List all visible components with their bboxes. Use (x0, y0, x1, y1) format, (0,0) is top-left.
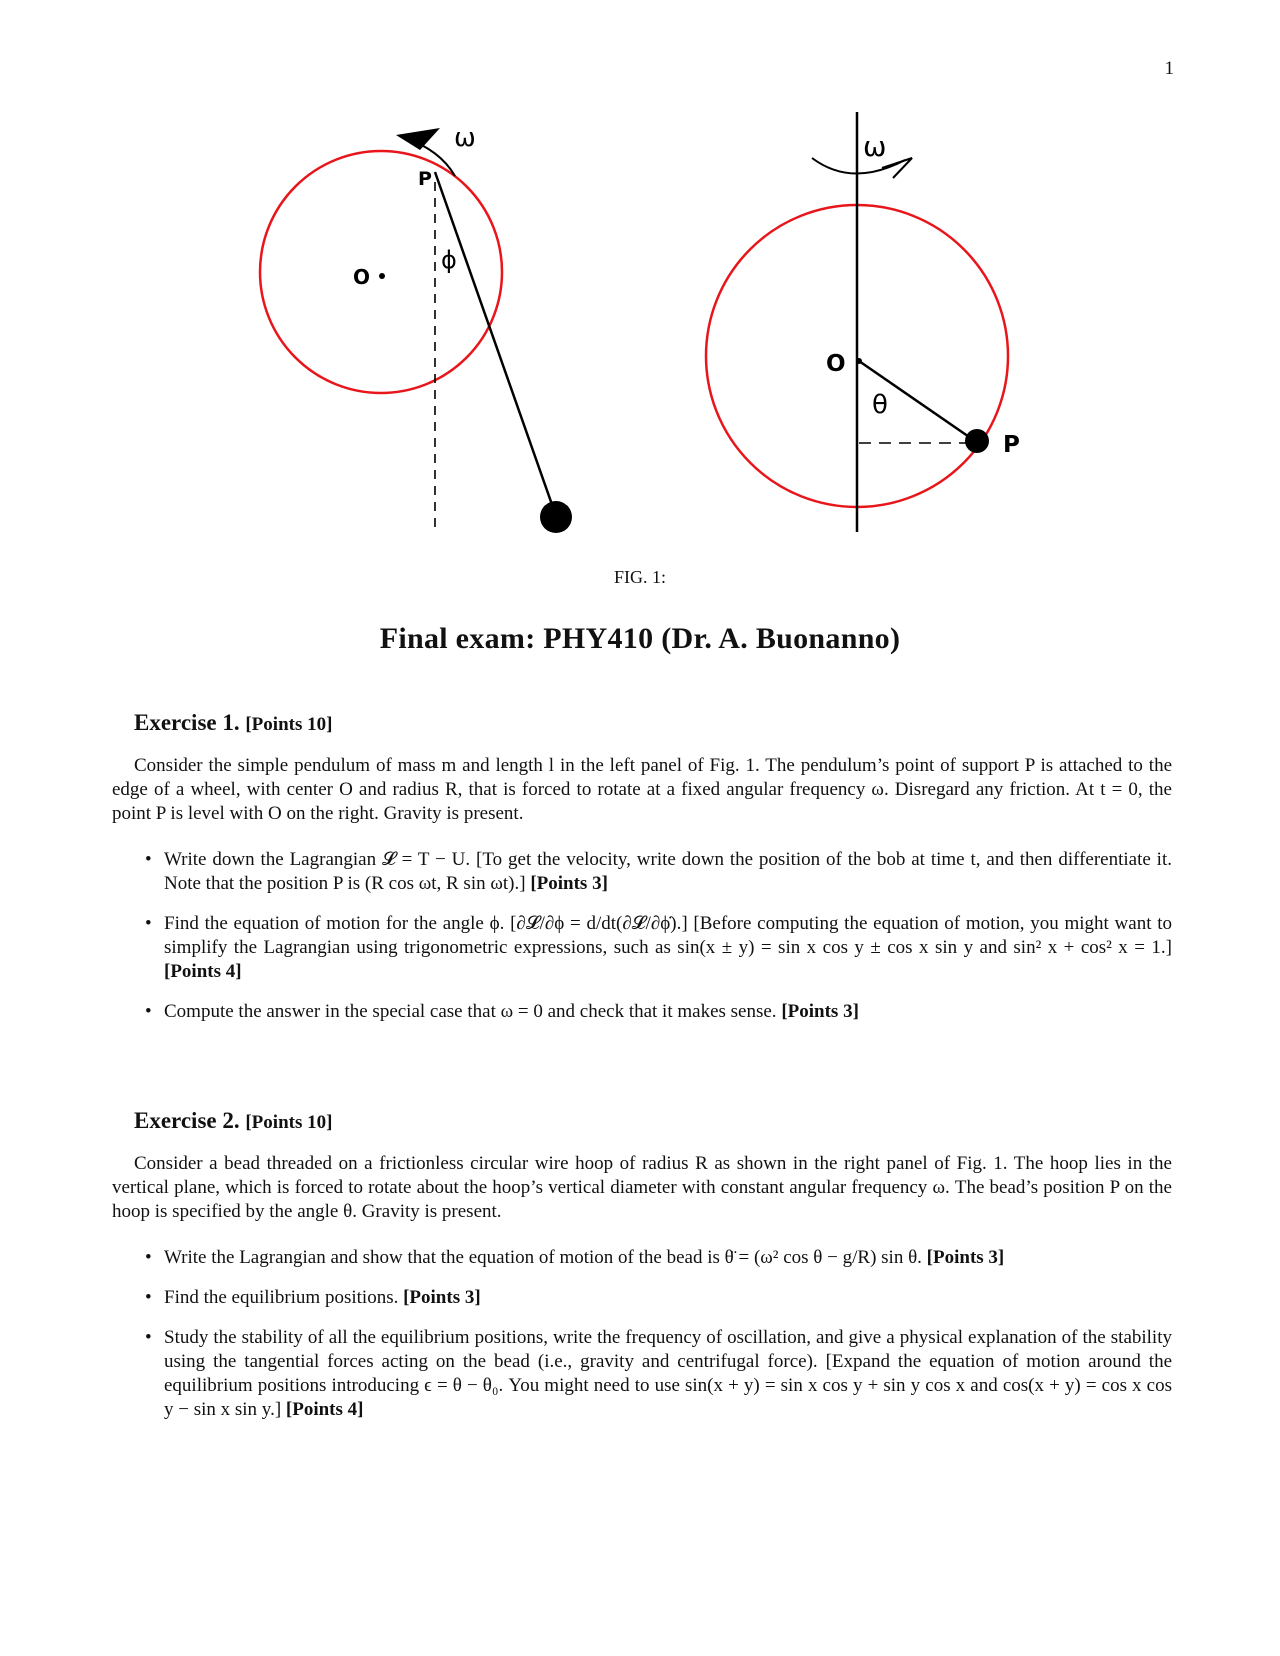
theta-angle-label: θ (872, 390, 888, 420)
wheel-center-label: O (353, 265, 371, 289)
support-point-label: P (418, 168, 432, 190)
phi-angle-label: ϕ (441, 246, 457, 274)
omega-arrowhead (396, 128, 440, 150)
figure-1 (0, 0, 1280, 560)
right-panel (706, 112, 1020, 532)
task-text: Write the Lagrangian and show that the equation of motion of the bead is θ̈ = (ω² cos θ − g/R) sin θ. (164, 1247, 922, 1268)
bead (965, 429, 989, 453)
exercise-1-paragraph: Consider the simple pendulum of mass m and length l in the left panel of Fig. 1. The pendulum’s point of support P is attached to the edge of a wheel, with center O and radius R, that is forced to rotate at a fixed angular frequency ω. Disregard any friction. At t = 0, the point P is level with O on the right. Gravity is present. (112, 755, 1172, 824)
task-item (112, 912, 1172, 984)
left-panel (260, 123, 572, 533)
task-item (112, 1000, 1172, 1024)
figure-caption: FIG. 1: (613, 567, 666, 587)
exercise-1-points: [Points 10] (245, 714, 333, 735)
wheel-circle (260, 151, 502, 393)
exercise-2-points: [Points 10] (245, 1112, 333, 1133)
exercise-2-paragraph: Consider a bead threaded on a frictionless circular wire hoop of radius R as shown in the right panel of Fig. 1. The hoop lies in the vertical plane, which is forced to rotate about the hoop’s vertical diameter with constant angular frequency ω. The bead’s position P on the hoop is specified by the angle θ. Gravity is present. (112, 1153, 1172, 1222)
wheel-center-dot (379, 273, 385, 279)
hoop-center-label: O (826, 351, 846, 377)
pendulum-bob (540, 501, 572, 533)
pendulum-rod (435, 172, 556, 516)
task-points: [Points 3] (403, 1287, 481, 1308)
exercise-2-title: Exercise 2. (134, 1108, 240, 1133)
task-item (112, 848, 1172, 896)
page-number: 1 (1164, 58, 1174, 79)
exercise-2-tasks (112, 1246, 1172, 1422)
exercise-1-tasks (112, 848, 1172, 1024)
exercise-1-title: Exercise 1. (134, 710, 240, 735)
task-points: [Points 3] (926, 1247, 1005, 1268)
task-text: Study the stability of all the equilibrium positions, write the frequency of oscillation, and give a physical explanation of the stability using the tangential forces acting on the bead (i.e., gravity and centrifugal force). [Expand the equation of motion around the equilibrium positions introducing ϵ = θ − θ₀. You might need to use sin(x + y) = sin x cos y + sin y cos x and cos(x + y) = cos x cos y − sin x sin y.] (164, 1327, 1172, 1420)
exercise-1 (112, 710, 1172, 1040)
exercise-1-heading (134, 710, 1172, 736)
task-points: [Points 4] (285, 1399, 364, 1420)
bead-point-label: P (1003, 432, 1020, 458)
exercise-2-heading (134, 1108, 1172, 1134)
omega-label-left: ω (454, 123, 476, 153)
task-text: Compute the answer in the special case that ω = 0 and check that it makes sense. (164, 1001, 777, 1022)
task-text: Find the equilibrium positions. (164, 1287, 399, 1308)
task-text: Find the equation of motion for the angle ϕ. [∂𝓛/∂ϕ = d/dt(∂𝓛/∂ϕ̇).] [Before computing the equation of motion, you might want to simplify the Lagrangian using trigonometric expressions, such as sin(x ± y) = sin x cos y ± cos x sin y and sin² x + cos² x = 1.] (164, 913, 1172, 958)
task-points: [Points 3] (781, 1001, 859, 1022)
task-text: Write down the Lagrangian 𝓛 = T − U. [To get the velocity, write down the position of the bob at time t, and then differentiate it. Note that the position P is (R cos ωt, R sin ωt).] (164, 849, 1172, 894)
task-item (112, 1246, 1172, 1270)
exam-title: Final exam: PHY410 (Dr. A. Buonanno) (379, 622, 901, 655)
task-points: [Points 3] (530, 873, 608, 894)
omega-label-right: ω (863, 130, 887, 163)
task-item (112, 1286, 1172, 1310)
exercise-2 (112, 1108, 1172, 1438)
task-item (112, 1326, 1172, 1422)
task-points: [Points 4] (164, 961, 242, 982)
